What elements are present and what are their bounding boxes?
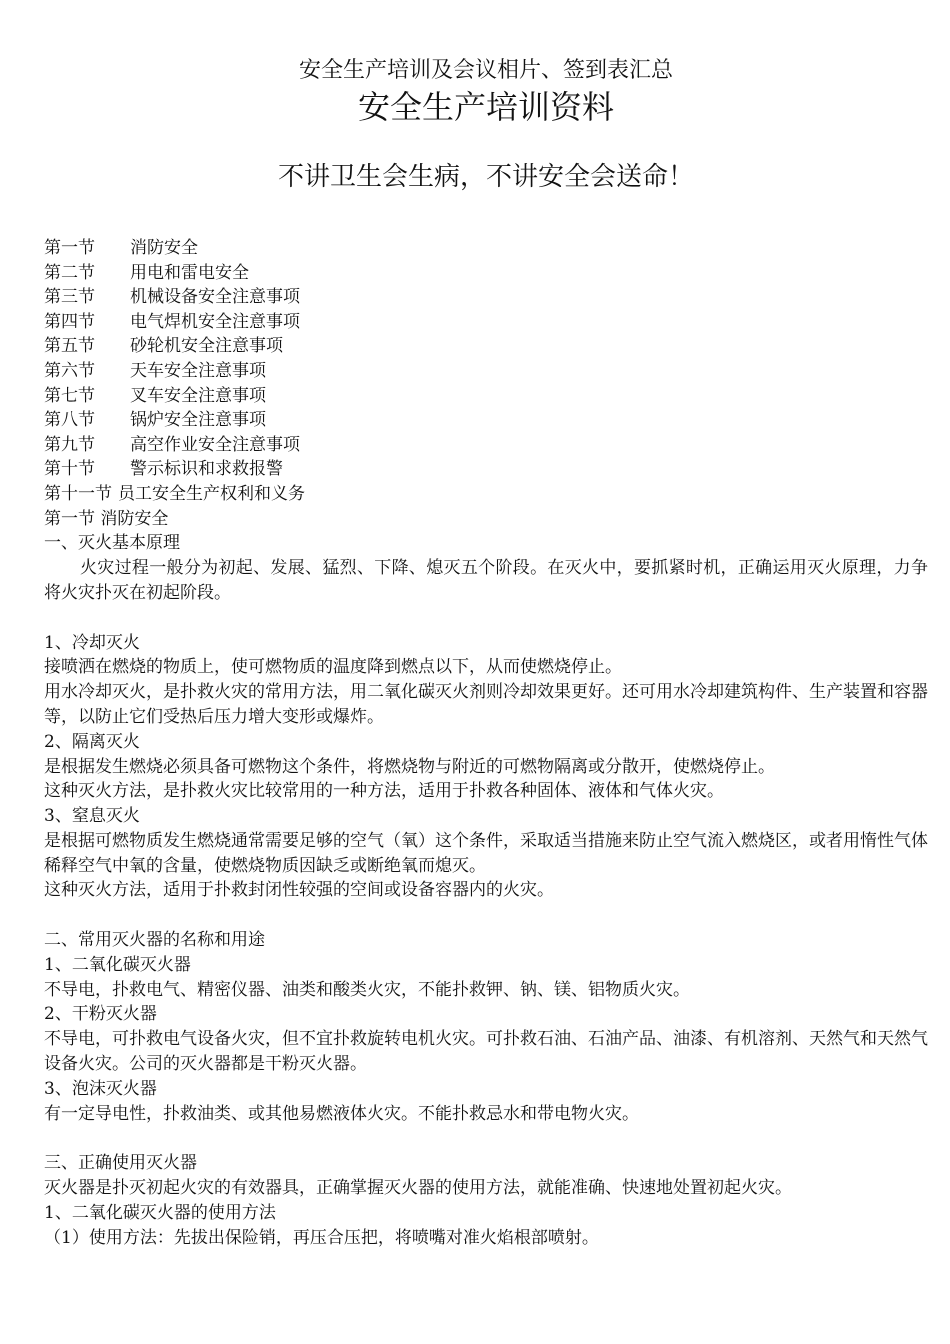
toc-item-title: 员工安全生产权利和义务 [118,483,305,504]
subsection-heading: 2、干粉灭火器 [44,1004,157,1025]
paragraph: 接喷洒在燃烧的物质上，使可燃物质的温度降到燃点以下，从而使燃烧停止。 [44,657,622,678]
paragraph: 用水冷却灭火，是扑救火灾的常用方法，用二氧化碳灭火剂则冷却效果更好。还可用水冷却建筑构件、生产装置和容器等，以防止它们受热后压力增大变形或爆炸。 [44,682,928,727]
toc-item [44,457,928,482]
paragraph: 这种灭火方法，是扑救火灾比较常用的一种方法，适用于扑救各种固体、液体和气体火灾。 [44,781,724,802]
subsection-heading: 3、窒息灭火 [44,806,140,827]
toc-item-number: 第二节 [44,262,95,283]
paragraph: 不导电，扑救电气、精密仪器、油类和酸类火灾，不能扑救钾、钠、镁、铝物质火灾。 [44,979,690,1000]
subsection-heading: 3、泡沫灭火器 [44,1078,157,1099]
toc-item-title: 高空作业安全注意事项 [130,434,300,455]
blank-line [44,903,928,928]
toc-item-title: 锅炉安全注意事项 [130,410,266,431]
paragraph: 火灾过程一般分为初起、发展、猛烈、下降、熄灭五个阶段。在灭火中，要抓紧时机，正确运用灭火原理，力争将火灾扑灭在初起阶段。 [44,558,928,603]
subsection-heading: 1、二氧化碳灭火器的使用方法 [44,1202,276,1223]
toc-item [44,261,928,286]
document-super-title: 安全生产培训及会议相片、签到表汇总 [298,58,673,83]
toc-item-number: 第四节 [44,311,95,332]
toc-item-title: 警示标识和求救报警 [130,459,283,480]
table-of-contents [44,236,928,507]
toc-item-number: 第十节 [44,459,95,480]
paragraph: （1）使用方法：先拔出保险销，再压合压把，将喷嘴对准火焰根部喷射。 [44,1227,599,1248]
toc-item-number: 第三节 [44,287,95,308]
toc-item-number: 第九节 [44,434,95,455]
toc-item-title: 叉车安全注意事项 [130,385,266,406]
paragraph: 是根据可燃物质发生燃烧通常需要足够的空气（氧）这个条件，采取适当措施来防止空气流入燃烧区，或者用惰性气体稀释空气中氧的含量，使燃烧物质因缺乏或断绝氧而熄灭。 [44,830,928,876]
part-heading: 一、灭火基本原理 [44,533,180,554]
toc-item-number: 第十一节 [44,483,112,504]
toc-item-title: 砂轮机安全注意事项 [130,336,283,357]
toc-item [44,310,928,335]
paragraph: 有一定导电性，扑救油类、或其他易燃液体火灾。不能扑救忌水和带电物火灾。 [44,1103,639,1124]
toc-item-title: 天车安全注意事项 [130,360,266,381]
toc-item-title: 消防安全 [130,238,198,258]
toc-item-number: 第七节 [44,385,95,406]
paragraph: 不导电，可扑救电气设备火灾，但不宜扑救旋转电机火灾。可扑救石油、石油产品、油漆、有机溶剂、天然气和天然气设备火灾。公司的灭火器都是干粉灭火器。 [44,1029,928,1075]
blank-line [44,1126,928,1151]
part-heading: 二、常用灭火器的名称和用途 [44,930,265,951]
blank-line [44,606,928,631]
toc-item-number: 第六节 [44,360,95,381]
toc-item [44,408,928,433]
toc-item [44,359,928,384]
toc-item-title: 用电和雷电安全 [130,262,249,283]
toc-item [44,285,928,310]
toc-item [44,334,928,359]
part-heading: 三、正确使用灭火器 [44,1153,197,1174]
toc-item [44,433,928,458]
paragraph: 是根据发生燃烧必须具备可燃物这个条件，将燃烧物与附近的可燃物隔离或分散开，使燃烧停止。 [44,756,775,777]
paragraph: 灭火器是扑灭初起火灾的有效器具，正确掌握灭火器的使用方法，就能准确、快速地处置初起火灾。 [44,1178,792,1199]
subsection-heading: 1、二氧化碳灭火器 [44,954,191,975]
paragraph: 这种灭火方法，适用于扑救封闭性较强的空间或设备容器内的火灾。 [44,880,554,901]
section-heading: 第一节 消防安全 [44,508,169,529]
toc-item-number: 第八节 [44,410,95,431]
document-main-title: 安全生产培训资料 [357,88,614,126]
toc-item [44,482,928,507]
safety-slogan: 不讲卫生会生病，不讲安全会送命！ [277,162,694,192]
toc-item-title: 机械设备安全注意事项 [130,287,300,308]
subsection-heading: 1、冷却灭火 [44,632,140,653]
toc-item-number: 第五节 [44,336,95,357]
document-body [44,507,928,1251]
toc-item [44,384,928,409]
subsection-heading: 2、隔离灭火 [44,731,140,752]
toc-item-number: 第一节 [44,238,95,258]
toc-item-title: 电气焊机安全注意事项 [130,311,300,332]
toc-item [44,236,928,261]
